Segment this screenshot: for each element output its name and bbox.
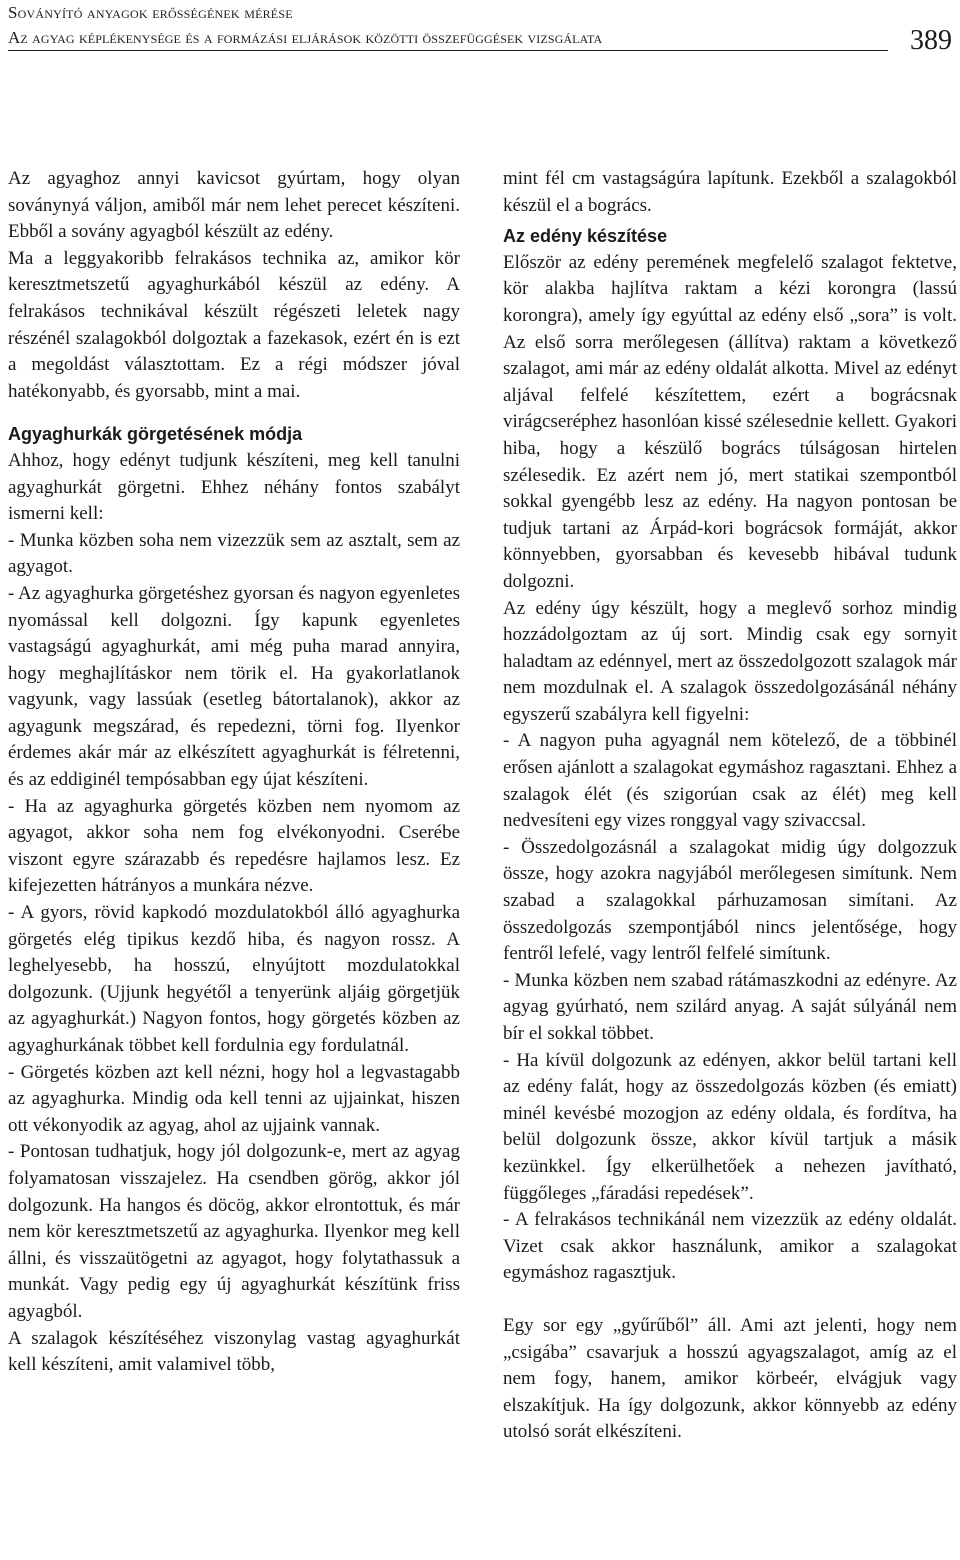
left-column xyxy=(8,166,460,1379)
list-item: - Munka közben nem szabad rátámaszkodni az edényre. Az agyag gyúrható, nem szilárd anyag. A saját súlyánál nem bír el sokkal többet. xyxy=(503,969,957,1044)
paragraph: Ahhoz, hogy edényt tudjunk készíteni, meg kell tanulni agyaghurkát görgetni. Ehhez néhány fontos szabályt ismerni kell: xyxy=(8,449,460,525)
list-item: - Pontosan tudhatjuk, hogy jól dolgozunk-e, mert az agyag folyamatosan visszajelez. Ha csendben görög, akkor jól dolgozunk. Ha hangos és döcög, akkor elrontottuk, és már nem kör keresztmetszetű az agyaghurka. Ilyenkor meg kell állni, és visszaütögetni az agyagot, hogy folytathassuk a munkát. Vagy pedig egy új agyaghurkát készítünk friss agyagból. xyxy=(8,1141,460,1322)
section-heading: Agyaghurkák görgetésének módja xyxy=(8,424,303,445)
list-item: - Összedolgozásnál a szalagokat midig úgy dolgozzuk össze, hogy azokra nagyjából merőlegesen simítunk. Nem szabad a szalagokkal párhuzamosan simítani. Az összedolgozás szempontjából nincs jelentősége, hogy fentről lefelé, vagy lentről felfelé simítunk. xyxy=(503,836,957,965)
paragraph: Először az edény peremének megfelelő szalagot fektetve, kör alakba hajlítva raktam a kézi korongra (lassú korongra), amely így egyúttal az edény első „sora” is volt. Az első sorra merőlegesen (állítva) raktam a következő szalagot, ami már az edény oldalát alkotta. Mivel az edényt aljával felfelé készítettem, ezért a bográcsnak virágcseréphez hasonlóan kissé szélesednie kellett. Gyakori hiba, hogy a készülő bogrács túlságosan hirtelen szélesedik. Ez azért nem jó, mert statikai szempontból sokkal gyengébb lesz az edény. Ha nagyon pontosan be tudjuk tartani az Árpád-kori bográcsok formáját, akkor könnyebben, gyorsabban és kevesebb hibával tudunk dolgozni. xyxy=(503,251,957,592)
section-heading: Az edény készítése xyxy=(503,226,668,247)
list-item: - A felrakásos technikánál nem vizezzük az edény oldalát. Vizet csak akkor használunk, amikor a szalagokat egymáshoz ragasztjuk. xyxy=(503,1209,957,1284)
paragraph: Az edény úgy készült, hogy a meglevő sorhoz mindig hozzádolgoztam az új sort. Mindig csak egy sornyit haladtam az edénnyel, mert az összedolgozott szalagok már nem mozdulnak el. A szalagok összedolgozásánál néhány egyszerű szabályra kell figyelni: xyxy=(503,597,957,725)
paragraph: A szalagok készítéséhez viszonylag vastag agyaghurkát kell készíteni, amit valamivel több, xyxy=(8,1327,460,1376)
page-number: 389 xyxy=(910,25,952,56)
list-item: - Munka közben soha nem vizezzük sem az asztalt, sem az agyagot. xyxy=(8,529,460,578)
header-divider xyxy=(8,50,888,51)
right-column xyxy=(503,166,957,1446)
list-item: - Ha az agyaghurka görgetés közben nem nyomom az agyagot, akkor soha nem fog elvékonyodni. Cserébe viszont egyre szárazabb és repedésre hajlamos lesz. Ez kifejezetten hátrányos a munkára nézve. xyxy=(8,795,460,897)
paragraph: mint fél cm vastagságúra lapítunk. Ezekből a szalagokból készül el a bogrács. xyxy=(503,168,957,216)
running-header xyxy=(8,2,952,54)
list-item: - Az agyaghurka görgetéshez gyorsan és nagyon egyenletes nyomással kell dolgozni. Így kapunk egyenletes vastagságú agyaghurkát, ami még puha marad annyira, hogy meghajlításkor nem törik el. Ha gyakorlatlanok vagyunk, vagy lassúak (esetleg bátortalanok), akkor az agyagunk megszárad, és repedezni, törni fog. Ilyenkor érdemes akár már az elkészített agyaghurkát is félretenni, és az eddiginél tempósabban egy újat készíteni. xyxy=(8,582,460,791)
header-title-line1: Soványító anyagok erősségének mérése xyxy=(8,3,293,22)
paragraph: Egy sor egy „gyűrűből” áll. Ami azt jelenti, hogy nem „csigába” csavarjuk a hosszú agyagszalagot, amíg az el nem fogy, hanem, amikor körbeér, elvágjuk vagy elszakítjuk. Ha így dolgozunk, akkor könnyebb az edény utolsó sorát elkészíteni. xyxy=(503,1314,957,1443)
list-item: - A gyors, rövid kapkodó mozdulatokból álló agyaghurka görgetés elég tipikus kezdő hiba, és nagyon rossz. A leghelyesebb, ha hosszú, elnyújtott mozdulatokkal dolgozunk. (Ujjunk hegyétől a tenyerünk aljáig görgetjük az agyaghurkát.) Nagyon fontos, hogy görgetés közben az agyaghurkának többet kell fordulnia egy fordulatnál. xyxy=(8,902,460,1056)
paragraph: Ma a leggyakoribb felrakásos technika az, amikor kör keresztmetszetű agyaghurkából készül az edény. A felrakásos technikával készült régészeti leletek nagy részénél szalagokból dolgoztak a fazekasok, ezért én is ezt a megoldást választottam. Ez a régi módszer jóval hatékonyabb, és gyorsabb, mint a mai. xyxy=(8,247,460,402)
spacer xyxy=(503,1287,957,1313)
list-item: - A nagyon puha agyagnál nem kötelező, de a többinél erősen ajánlott a szalagokat egymáshoz ragasztani. Ehhez a szalagok élét (és szigorúan csak az élét) meg kell nedvesíteni egy vizes ronggyal vagy szivaccsal. xyxy=(503,730,957,832)
paragraph: Az agyaghoz annyi kavicsot gyúrtam, hogy olyan soványnyá váljon, amiből már nem lehet perecet készíteni. Ebből a sovány agyagból készült az edény. xyxy=(8,168,460,243)
header-title-line2: Az agyag képlékenysége és a formázási eljárások közötti összefüggések vizsgálata xyxy=(8,28,603,47)
list-item: - Ha kívül dolgozunk az edényen, akkor belül tartani kell az edény falát, hogy az összedolgozás közben (és emiatt) minél kevésbé mozogjon az edény oldala, és fordítva, ha belül dolgozunk össze, akkor kívül tartjuk a másik kezünkkel. Így elkerülhetőek a nehezen javítható, függőleges „fáradási repedések”. xyxy=(503,1049,957,1204)
list-item: - Görgetés közben azt kell nézni, hogy hol a legvastagabb az agyaghurka. Mindig oda kell tenni az ujjainkat, hiszen ott vékonyodik az agyag, ahol az ujjaink vannak. xyxy=(8,1061,460,1136)
